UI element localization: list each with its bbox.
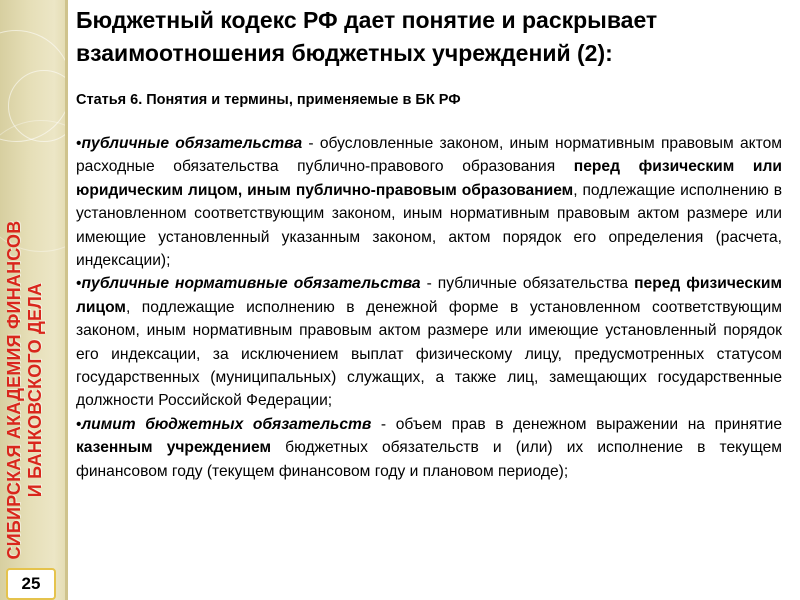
emphasis-text: перед физическим или юридическим лицом, иным публично-правовым образованием	[76, 158, 782, 199]
emphasis-text: перед физическим лицом	[76, 275, 782, 316]
definition-text: - обусловленные законом, иным нормативным правовым актом расходные обязательства публично-правового образования	[76, 135, 782, 176]
definitions-list	[76, 132, 782, 483]
slide-title: Бюджетный кодекс РФ дает понятие и раскрывает взаимоотношения бюджетных учреждений (2):	[76, 7, 658, 66]
definition-text: , подлежащие исполнению в денежной форме в установленном соответствующим законом, иным нормативным правовым актом размере или имеющие установленный порядок его индексации, за исключением выплат физическому лицу, предусмотренных статусом государственных (муниципальных) служащих, а также лиц, замещающих государственные должности Российской Федерации;	[76, 298, 782, 410]
bullet: •	[76, 275, 82, 293]
bullet: •	[76, 415, 82, 433]
slide-content	[76, 4, 782, 483]
definition-text: , подлежащие исполнению в установленном соответствующим законом, иным нормативным правовым актом размере или имеющие установленный указанным законом, актом порядок его определения (расчета, индексации);	[76, 181, 782, 270]
academy-name-line1: СИБИРСКАЯ АКАДЕМИЯ ФИНАНСОВ	[4, 220, 24, 560]
definition-text: бюджетных обязательств и (или) их исполнение в текущем финансовом году (текущем финансовом году и плановом периоде);	[76, 439, 782, 480]
definition-item	[76, 132, 782, 272]
definition-text: - публичные обязательства	[420, 275, 635, 293]
term: лимит бюджетных обязательств	[81, 415, 372, 433]
sidebar	[0, 0, 68, 600]
definition-text: - объем прав в денежном выражении на принятие	[371, 415, 783, 433]
academy-name	[4, 200, 46, 580]
page-number-badge: 25	[6, 568, 56, 600]
article-heading: Статья 6. Понятия и термины, применяемые в БК РФ	[76, 92, 461, 108]
definition-item	[76, 272, 782, 412]
term: публичные нормативные обязательства	[81, 275, 421, 293]
definition-item	[76, 413, 782, 483]
bullet: •	[76, 135, 82, 152]
academy-name-line2: И БАНКОВСКОГО ДЕЛА	[25, 282, 45, 498]
emphasis-text: казенным учреждением	[76, 439, 272, 457]
term: публичные обязательства	[81, 135, 303, 152]
